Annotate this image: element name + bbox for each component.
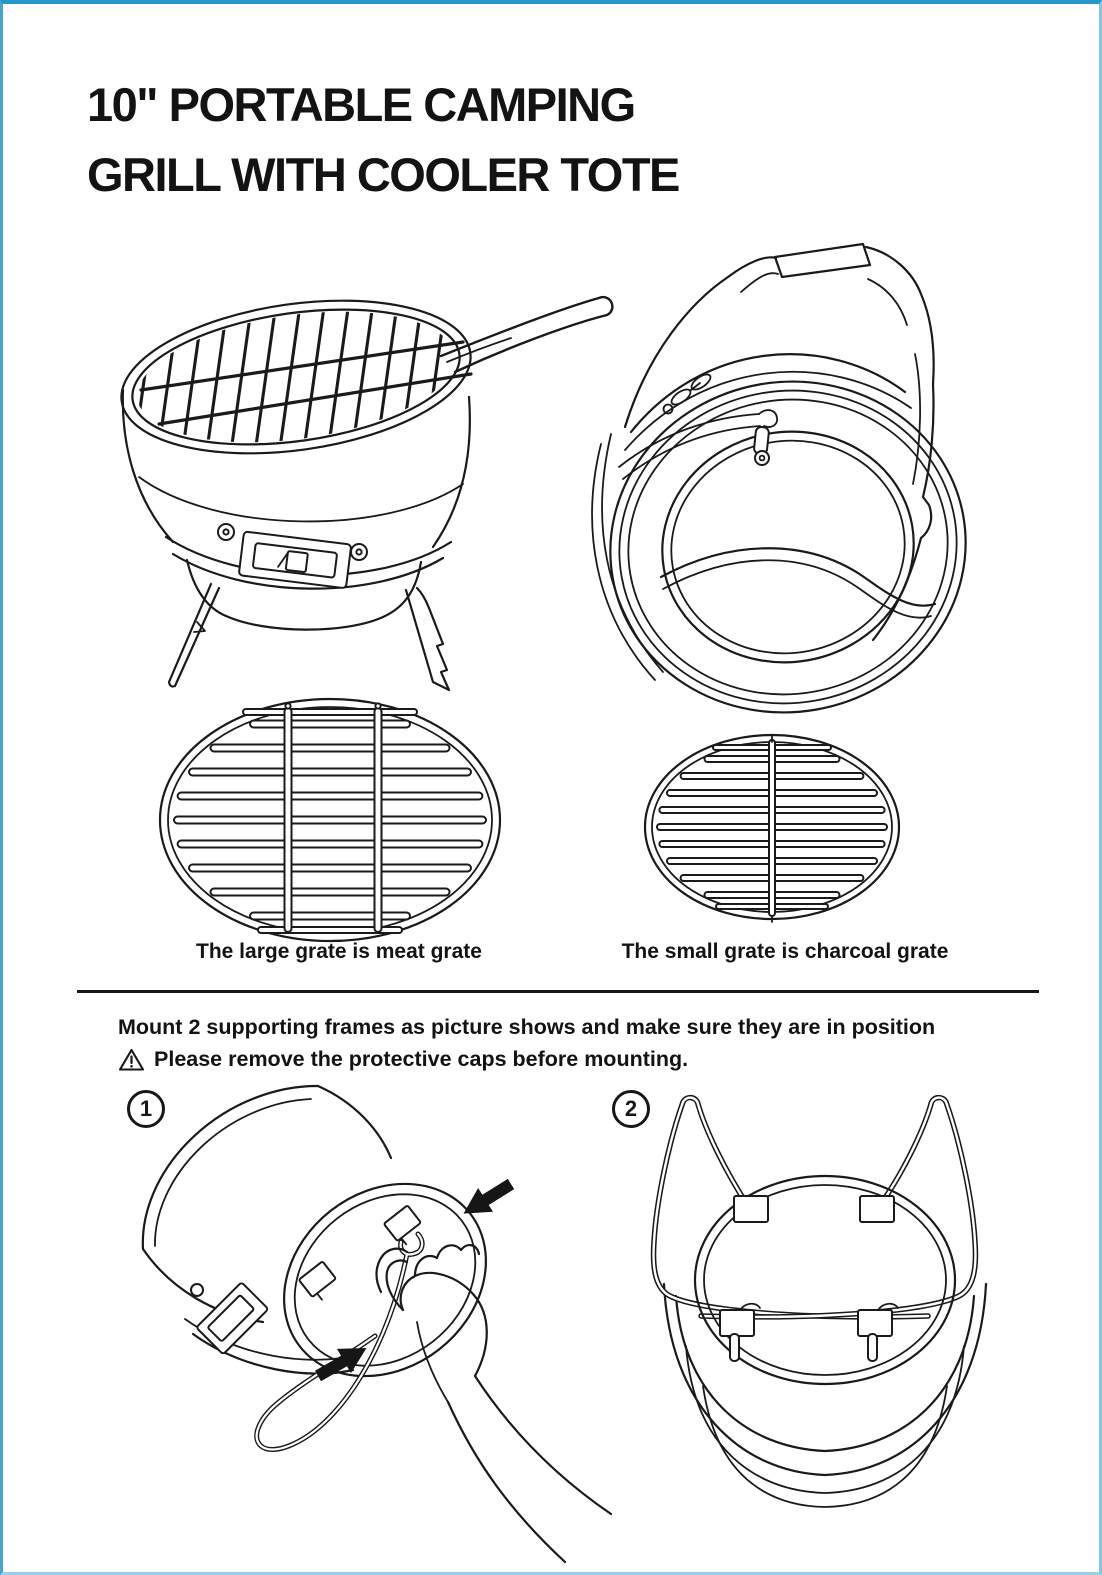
- instruction-line1: Mount 2 supporting frames as picture shows and make sure they are in position: [118, 1015, 936, 1039]
- step-1-badge: 1: [127, 1090, 165, 1128]
- caption-large-grate: The large grate is meat grate: [196, 940, 482, 963]
- hand-illustration: [377, 1245, 612, 1562]
- page-title-line2: GRILL WITH COOLER TOTE: [87, 148, 679, 201]
- grill-illustration: [111, 242, 636, 722]
- caption-small-grate: The small grate is charcoal grate: [621, 940, 949, 963]
- page-title-line1: 10" PORTABLE CAMPING: [87, 78, 635, 131]
- instruction-line2: Please remove the protective caps before mounting.: [154, 1047, 689, 1071]
- grill-grate-rim: [112, 280, 481, 474]
- step-1-illustration: [113, 1084, 613, 1564]
- bowl-bottom-face: [246, 1144, 525, 1416]
- support-frame-wire: [257, 1234, 422, 1450]
- small-charcoal-grate-illustration: [641, 732, 903, 924]
- strap-pad: [775, 244, 870, 277]
- mounting-instructions: [118, 1012, 1038, 1074]
- page-title: [87, 70, 807, 210]
- cooler-tote-illustration: [563, 232, 1033, 727]
- arrow-down-left-icon: [456, 1172, 518, 1225]
- large-meat-grate-illustration: [155, 696, 505, 946]
- step-2-badge: 2: [612, 1090, 650, 1128]
- zipper-pull: [754, 410, 778, 465]
- warning-triangle-icon: [118, 1047, 145, 1072]
- cooler-opening-rings: [584, 354, 992, 727]
- step-2-illustration: [598, 1084, 1048, 1514]
- section-divider: [77, 990, 1039, 993]
- grill-latch: [239, 531, 352, 588]
